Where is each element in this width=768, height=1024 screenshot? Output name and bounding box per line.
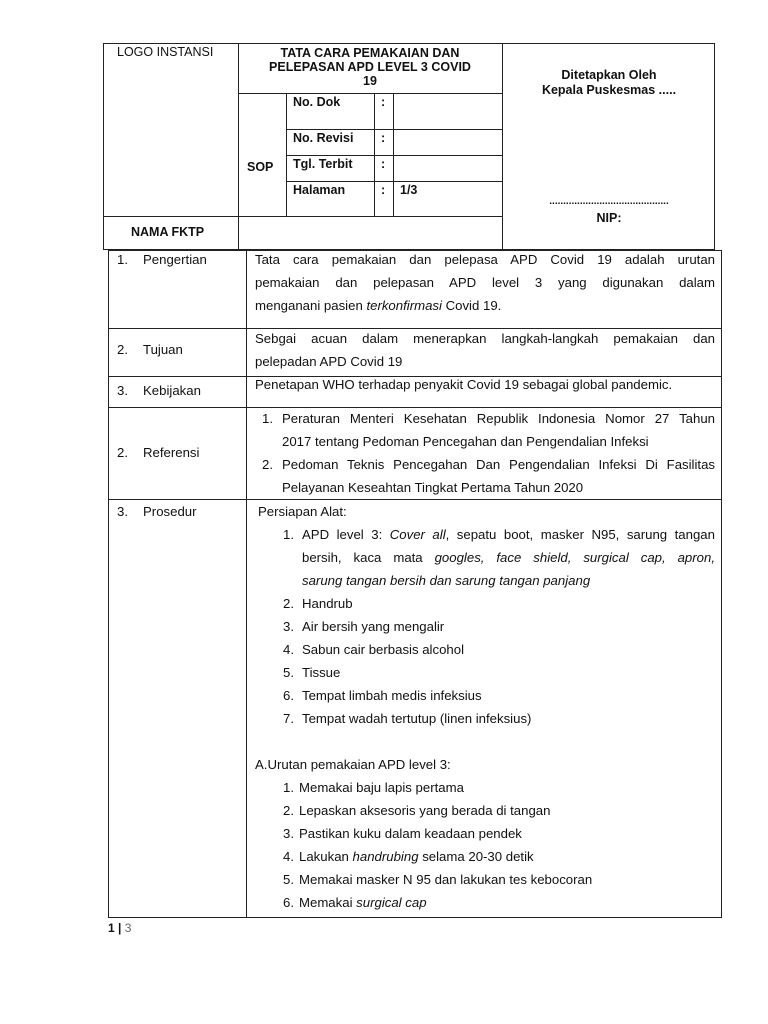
- tujuan-line: pelepadan APD Covid 19: [255, 354, 403, 369]
- urutan-item: [276, 868, 592, 891]
- item-text: Tissue: [302, 665, 341, 680]
- item-number: 2.: [262, 457, 273, 472]
- urutan-item: [276, 776, 464, 799]
- page-footer: [108, 921, 131, 935]
- text-run: menganani pasien: [255, 298, 367, 313]
- pengertian-line: Tata cara pemakaian dan pelepasa APD Covid 19 adalah urutan: [255, 252, 715, 267]
- item-line: Pedoman Teknis Pencegahan Dan Pengendalian Infeksi Di Fasilitas: [282, 457, 715, 472]
- urutan-item: [276, 845, 534, 868]
- item-text: Memakai: [299, 895, 357, 910]
- row-number: 1.: [117, 252, 128, 267]
- item-number: 1.: [283, 527, 294, 542]
- alat-item: [276, 615, 444, 638]
- text-run-italic: sarung tangan bersih dan sarung tangan panjang: [302, 573, 591, 588]
- item-number: 4.: [283, 849, 294, 864]
- item-text: Pastikan kuku dalam keadaan pendek: [299, 826, 522, 841]
- page-total: 3: [124, 921, 132, 935]
- alat-item: [276, 592, 353, 615]
- item-number: 3.: [283, 826, 294, 841]
- item-text: Tempat limbah medis infeksius: [302, 688, 482, 703]
- row-number: 3.: [117, 383, 128, 398]
- referensi-item: [255, 407, 715, 453]
- divider: [286, 181, 502, 182]
- urutan-heading: A.Urutan pemakaian APD level 3:: [255, 757, 451, 772]
- item-text: Sabun cair berbasis alcohol: [302, 642, 465, 657]
- item-number: 6.: [283, 688, 294, 703]
- text-run-italic: handrubing: [352, 849, 419, 864]
- page-number: 1: [108, 921, 115, 935]
- row-label-pengertian: [117, 252, 207, 267]
- alat-item: [276, 661, 340, 684]
- item-line: 2017 tentang Pedoman Pencegahan dan Pengendalian Infeksi: [282, 434, 649, 449]
- item-number: 4.: [283, 642, 294, 657]
- sop-title: [238, 46, 502, 88]
- field-colon: :: [381, 183, 386, 197]
- item-text: Air bersih yang mengalir: [302, 619, 445, 634]
- item-text: Lakukan: [299, 849, 353, 864]
- text-run-italic: surgical cap: [356, 895, 427, 910]
- divider: [286, 155, 502, 156]
- row-label: Prosedur: [143, 504, 197, 519]
- field-label-no-dok: No. Dok: [293, 95, 341, 109]
- kebijakan-text: Penetapan WHO terhadap penyakit Covid 19 sebagai global pandemic.: [255, 377, 673, 392]
- alat-item: [276, 523, 715, 592]
- divider: [103, 216, 502, 217]
- text-run-italic: Cover all: [389, 527, 446, 542]
- divider: [246, 250, 247, 918]
- text-run: , sepatu boot, masker N95, sarung tangan: [445, 527, 715, 542]
- row-label: Pengertian: [143, 252, 207, 267]
- item-number: 5.: [283, 665, 294, 680]
- alat-item: [276, 684, 482, 707]
- alat-item: [276, 638, 464, 661]
- row-label-kebijakan: [117, 383, 201, 398]
- item-number: 7.: [283, 711, 294, 726]
- ditetapkan-line: Ditetapkan Oleh: [561, 68, 657, 82]
- item-text: Memakai masker N 95 dan lakukan tes kebocoran: [299, 872, 593, 887]
- persiapan-alat-heading: Persiapan Alat:: [258, 504, 347, 519]
- row-number: 3.: [117, 504, 128, 519]
- sop-label: SOP: [247, 160, 274, 174]
- nip-label: NIP:: [596, 211, 622, 225]
- field-label-no-revisi: No. Revisi: [293, 131, 354, 145]
- item-number: 6.: [283, 895, 294, 910]
- text-run: selama 20-30 detik: [418, 849, 534, 864]
- row-label-tujuan: [117, 342, 183, 357]
- text-run: APD level 3:: [302, 527, 390, 542]
- item-number: 1.: [262, 411, 273, 426]
- row-number: 2.: [117, 445, 128, 460]
- urutan-item: [276, 891, 427, 914]
- item-text: Memakai baju lapis pertama: [299, 780, 464, 795]
- divider: [238, 93, 502, 94]
- ditetapkan-line: Kepala Puskesmas .....: [541, 83, 677, 97]
- field-value-halaman: 1/3: [400, 183, 418, 197]
- row-label-prosedur: [117, 504, 197, 519]
- referensi-item: [255, 453, 715, 499]
- urutan-item: [276, 799, 550, 822]
- item-line: [302, 546, 715, 569]
- divider: [286, 129, 502, 130]
- item-line: Peraturan Menteri Kesehatan Republik Indonesia Nomor 27 Tahun: [282, 411, 715, 426]
- row-label: Tujuan: [143, 342, 183, 357]
- field-label-tgl-terbit: Tgl. Terbit: [293, 157, 353, 171]
- alat-item: [276, 707, 531, 730]
- field-colon: :: [381, 157, 386, 171]
- item-line: Pelayanan Keseahtan Tingkat Pertama Tahun 2020: [282, 480, 584, 495]
- title-line: PELEPASAN APD LEVEL 3 COVID: [269, 60, 471, 74]
- text-run: bersih, kaca mata: [302, 550, 435, 565]
- logo-placeholder: LOGO INSTANSI: [117, 45, 214, 59]
- pengertian-line: [255, 294, 501, 317]
- item-text: Handrub: [302, 596, 353, 611]
- page-separator: |: [118, 921, 122, 935]
- pengertian-line: pemakaian dan pelepasan APD level 3 yang digunakan dalam: [255, 275, 715, 290]
- nama-fktp: NAMA FKTP: [131, 225, 205, 239]
- title-line: 19: [363, 74, 377, 88]
- field-colon: :: [381, 95, 386, 109]
- urutan-item: [276, 822, 522, 845]
- tujuan-line: Sebgai acuan dalam menerapkan langkah-langkah pemakaian dan: [255, 331, 715, 346]
- row-label-referensi: [117, 445, 199, 460]
- item-number: 2.: [283, 596, 294, 611]
- item-number: 2.: [283, 803, 294, 818]
- item-number: 5.: [283, 872, 294, 887]
- item-number: 1.: [283, 780, 294, 795]
- divider: [108, 499, 722, 500]
- field-label-halaman: Halaman: [293, 183, 346, 197]
- title-line: TATA CARA PEMAKAIAN DAN: [280, 46, 460, 60]
- item-number: 3.: [283, 619, 294, 634]
- item-text: Lepaskan aksesoris yang berada di tangan: [299, 803, 551, 818]
- item-line: [302, 569, 715, 592]
- text-run-italic: googles, face shield, surgical cap, apron,: [434, 550, 715, 565]
- item-line: [302, 523, 715, 546]
- item-text: Tempat wadah tertutup (linen infeksius): [302, 711, 532, 726]
- field-colon: :: [381, 131, 386, 145]
- text-run: Covid 19.: [441, 298, 502, 313]
- row-number: 2.: [117, 342, 128, 357]
- signature-dots: ...........................................: [549, 196, 669, 207]
- row-label: Referensi: [143, 445, 200, 460]
- row-label: Kebijakan: [143, 383, 201, 398]
- text-run-italic: terkonfirmasi: [366, 298, 442, 313]
- ditetapkan-block: [503, 68, 715, 98]
